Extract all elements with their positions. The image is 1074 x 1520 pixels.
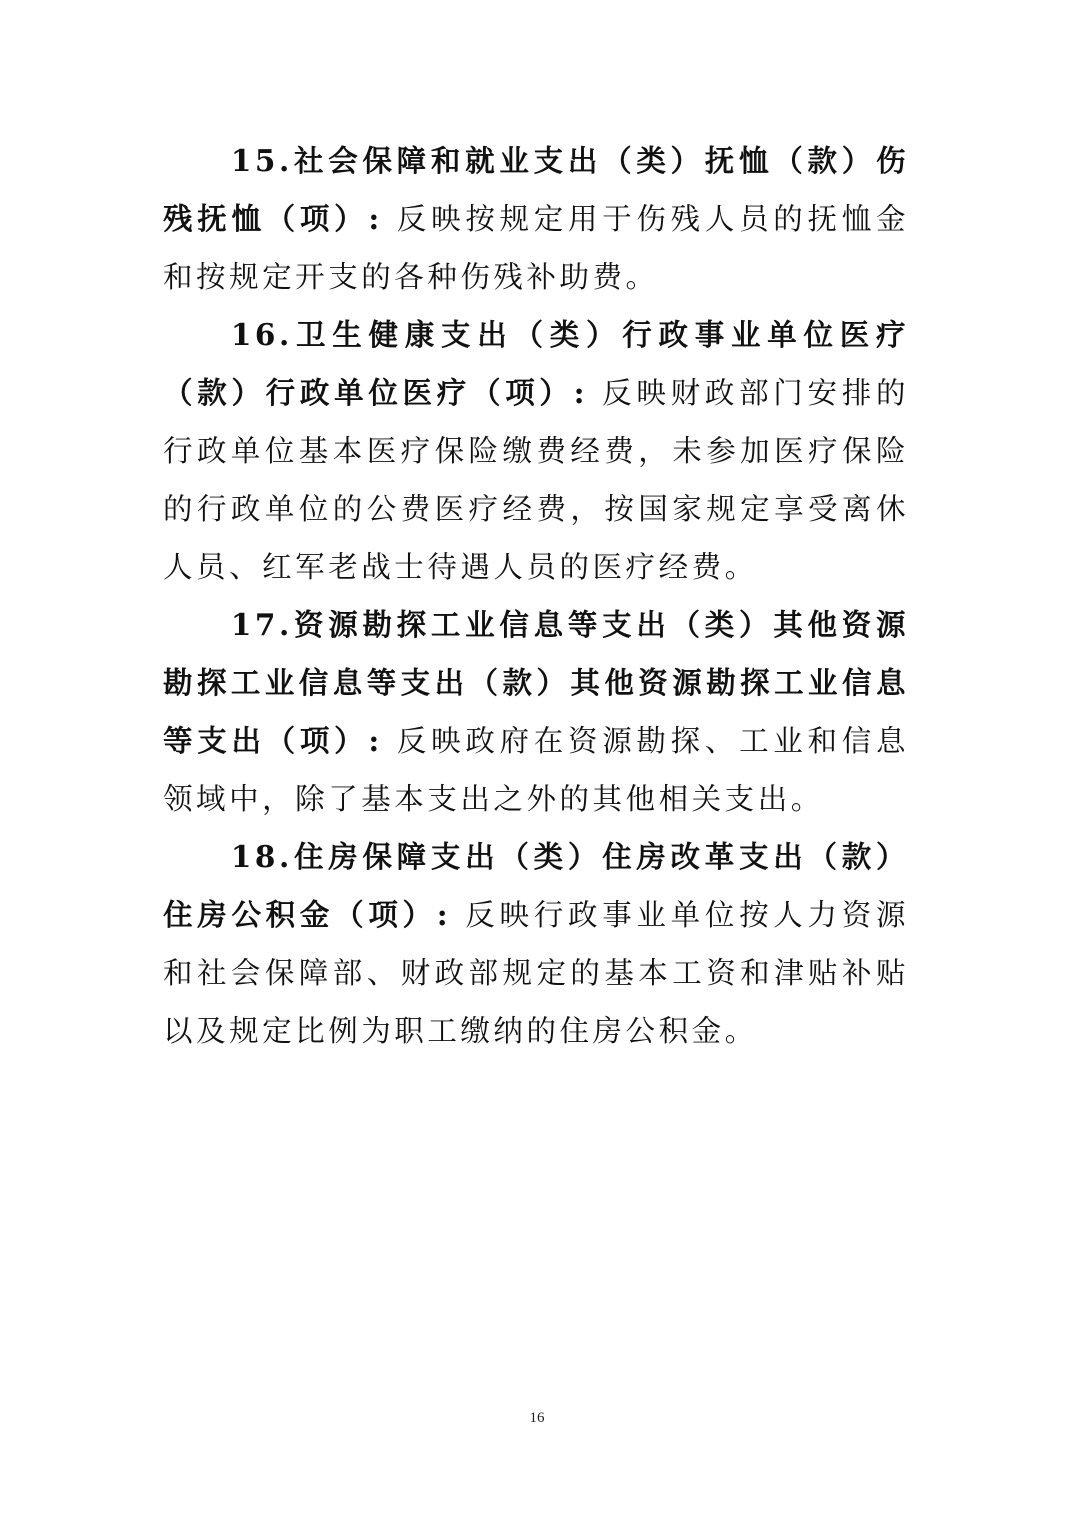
- paragraph-16: [163, 306, 909, 596]
- paragraph-15-title: 15.社会保障和就业支出（类）抚恤（款）伤残抚恤（项）:: [163, 143, 909, 236]
- paragraph-16-title: 16.卫生健康支出（类）行政事业单位医疗（款）行政单位医疗（项）:: [163, 317, 909, 410]
- paragraph-17: [163, 596, 909, 828]
- paragraph-15-body: 反映按规定用于伤残人员的抚恤金和按规定开支的各种伤残补助费。: [163, 202, 910, 294]
- paragraph-18: [163, 828, 909, 1060]
- paragraph-17-body: 反映政府在资源勘探、工业和信息领域中，除了基本支出之外的其他相关支出。: [163, 724, 910, 816]
- paragraph-17-title: 17.资源勘探工业信息等支出（类）其他资源勘探工业信息等支出（款）其他资源勘探工业信息等支出（项）:: [163, 607, 909, 758]
- paragraph-15: [163, 132, 909, 306]
- page-number: 16: [529, 1410, 545, 1426]
- paragraph-18-body: 反映行政事业单位按人力资源和社会保障部、财政部规定的基本工资和津贴补贴以及规定比例为职工缴纳的住房公积金。: [163, 898, 910, 1048]
- document-body: [163, 132, 909, 1060]
- paragraph-18-title: 18.住房保障支出（类）住房改革支出（款）住房公积金（项）:: [163, 839, 909, 932]
- paragraph-16-body: 反映财政部门安排的行政单位基本医疗保险缴费经费，未参加医疗保险的行政单位的公费医疗经费，按国家规定享受离休人员、红军老战士待遇人员的医疗经费。: [163, 376, 909, 584]
